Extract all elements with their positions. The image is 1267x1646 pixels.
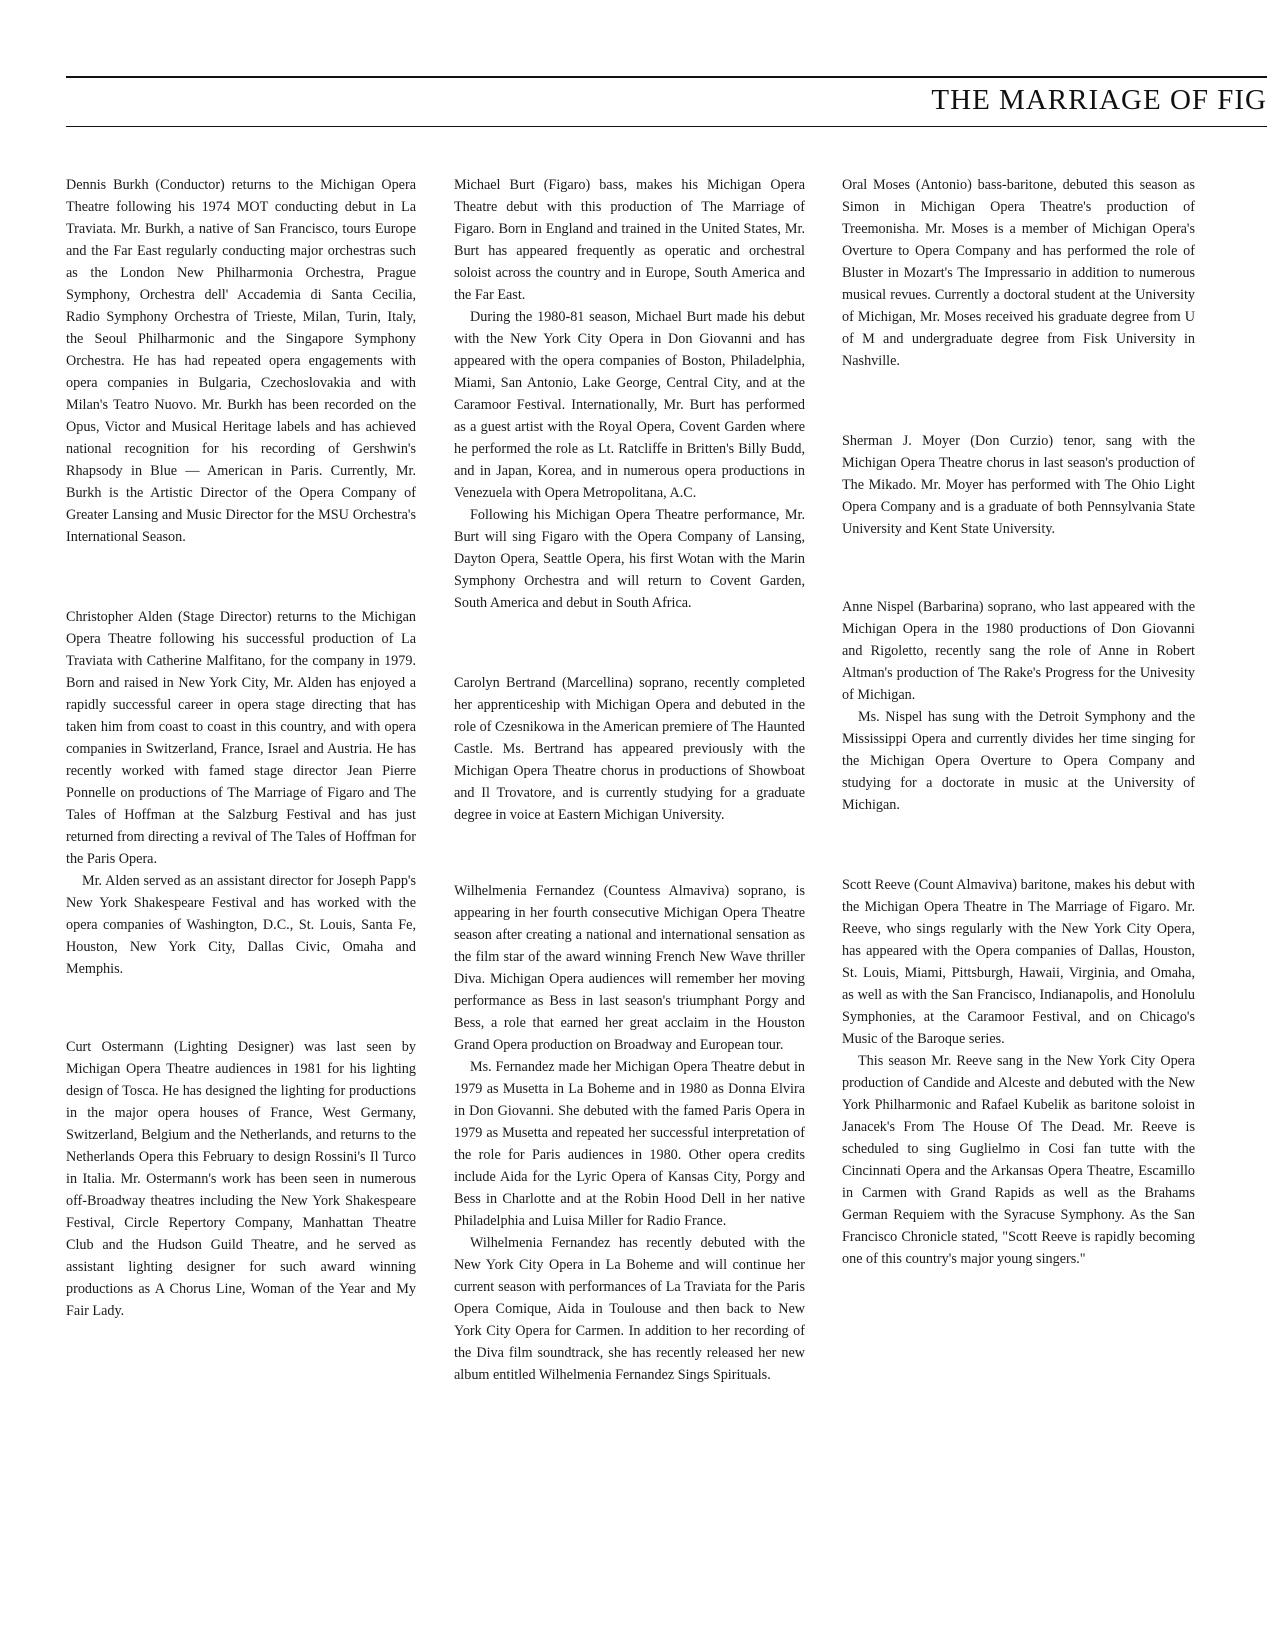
bio-paragraph: Oral Moses (Antonio) bass-baritone, debuted this season as Simon in Michigan Opera Theatre's production of Treemonisha. Mr. Moses is a member of Michigan Opera's Overture to Opera Company and has performed the role of Bluster in Mozart's The Impressario in addition to numerous musical revues. Currently a doctoral student at the University of Michigan, Mr. Moses received his graduate degree from U of M and undergraduate degree from Fisk University in Nashville. (842, 177, 1195, 369)
bio-paragraph: Following his Michigan Opera Theatre performance, Mr. Burt will sing Figaro with the Opera Company of Lansing, Dayton Opera, Seattle Opera, his first Wotan with the Marin Symphony Orchestra and will return to Covent Garden, South America and debut in South Africa. (454, 507, 805, 611)
bio-michael-burt (454, 174, 805, 614)
column-1 (66, 174, 416, 1322)
bio-carolyn-bertrand (454, 672, 805, 826)
bio-paragraph: Ms. Nispel has sung with the Detroit Symphony and the Mississippi Opera and currently divides her time singing for the Michigan Opera Overture to Opera Company and studying for a doctorate in music at the University of Michigan. (842, 709, 1195, 813)
bio-curt-ostermann (66, 1036, 416, 1322)
bio-dennis-burkh (66, 174, 416, 548)
bio-paragraph: Scott Reeve (Count Almaviva) baritone, makes his debut with the Michigan Opera Theatre in The Marriage of Figaro. Mr. Reeve, who sings regularly with the New York City Opera, has appeared with the Opera companies of Dallas, Houston, St. Louis, Miami, Pittsburgh, Hawaii, Virginia, and Omaha, as well as with the San Francisco, Indianapolis, and Honolulu Symphonies, at the Caramoor Festival, and on Chicago's Music of the Baroque series. (842, 877, 1195, 1047)
column-2 (454, 174, 805, 1386)
bio-paragraph: Wilhelmenia Fernandez has recently debuted with the New York City Opera in La Boheme and will continue her current season with performances of La Traviata for the Paris Opera Comique, Aida in Toulouse and then back to New York City Opera for Carmen. In addition to her recording of the Diva film soundtrack, she has recently released her new album entitled Wilhelmenia Fernandez Sings Spirituals. (454, 1235, 805, 1383)
bio-paragraph: Michael Burt (Figaro) bass, makes his Michigan Opera Theatre debut with this production of The Marriage of Figaro. Born in England and trained in the United States, Mr. Burt has appeared frequently as operatic and orchestral soloist across the country and in Europe, South America and the Far East. (454, 177, 805, 303)
page-title: THE MARRIAGE OF FIG (931, 84, 1267, 116)
bio-paragraph: Christopher Alden (Stage Director) returns to the Michigan Opera Theatre following his successful production of La Traviata with Catherine Malfitano, for the company in 1979. Born and raised in New York City, Mr. Alden has enjoyed a rapidly successful career in opera stage directing that has taken him from coast to coast in this country, and with opera companies in Switzerland, France, Israel and Austria. He has recently worked with famed stage director Jean Pierre Ponnelle on productions of The Marriage of Figaro and The Tales of Hoffman at the Salzburg Festival and has just returned from directing a revival of The Tales of Hoffman for the Paris Opera. (66, 609, 416, 867)
bio-paragraph: Sherman J. Moyer (Don Curzio) tenor, sang with the Michigan Opera Theatre chorus in last season's production of The Mikado. Mr. Moyer has performed with The Ohio Light Opera Company and is a graduate of both Pennsylvania State University and Kent State University. (842, 433, 1195, 537)
bio-paragraph: Dennis Burkh (Conductor) returns to the Michigan Opera Theatre following his 1974 MOT conducting debut in La Traviata. Mr. Burkh, a native of San Francisco, tours Europe and the Far East regularly conducting major orchestras such as the London New Philharmonia Orchestra, Prague Symphony, Orchestra dell' Accademia di Santa Cecilia, Radio Symphony Orchestra of Trieste, Milan, Turin, Italy, the Seoul Philharmonic and the Singapore Symphony Orchestra. He has had repeated opera engagements with opera companies in Bulgaria, Czechoslovakia and with Milan's Teatro Nuovo. Mr. Burkh has been recorded on the Opus, Victor and Musical Heritage labels and has achieved national recognition for his recording of Gershwin's Rhapsody in Blue — American in Paris. Currently, Mr. Burkh is the Artistic Director of the Opera Company of Greater Lansing and Music Director for the MSU Orchestra's International Season. (66, 177, 416, 545)
bio-anne-nispel (842, 596, 1195, 816)
bio-paragraph: Anne Nispel (Barbarina) soprano, who last appeared with the Michigan Opera in the 1980 productions of Don Giovanni and Rigoletto, recently sang the role of Anne in Robert Altman's production of The Rake's Progress for the Univesity of Michigan. (842, 599, 1195, 703)
bio-paragraph: Carolyn Bertrand (Marcellina) soprano, recently completed her apprenticeship with Michigan Opera and debuted in the role of Czesnikowa in the American premiere of The Haunted Castle. Ms. Bertrand has appeared previously with the Michigan Opera Theatre chorus in productions of Showboat and Il Trovatore, and is currently studying for a graduate degree in voice at Eastern Michigan University. (454, 675, 805, 823)
column-3 (842, 174, 1195, 1270)
bio-paragraph: Curt Ostermann (Lighting Designer) was last seen by Michigan Opera Theatre audiences in 1981 for his lighting design of Tosca. He has designed the lighting for productions in the major opera houses of France, West Germany, Switzerland, Belgium and the Netherlands, and returns to the Netherlands Opera this February to design Rossini's Il Turco in Italia. Mr. Ostermann's work has been seen in numerous off-Broadway theatres including the New York Shakespeare Festival, Circle Repertory Company, Manhattan Theatre Club and the Hudson Guild Theatre, and he served as assistant lighting designer for such award winning productions as A Chorus Line, Woman of the Year and My Fair Lady. (66, 1039, 416, 1319)
bio-wilhelmenia-fernandez (454, 880, 805, 1386)
bio-paragraph: Mr. Alden served as an assistant director for Joseph Papp's New York Shakespeare Festival and has worked with the opera companies of Washington, D.C., St. Louis, Santa Fe, Houston, New York City, Dallas Civic, Omaha and Memphis. (66, 873, 416, 977)
bio-christopher-alden (66, 606, 416, 980)
header-top-rule (66, 76, 1267, 78)
bio-paragraph: During the 1980-81 season, Michael Burt made his debut with the New York City Opera in Don Giovanni and has appeared with the opera companies of Boston, Philadelphia, Miami, San Antonio, Lake George, Central City, and at the Caramoor Festival. Internationally, Mr. Burt has performed as a guest artist with the Royal Opera, Covent Garden where he performed the role as Lt. Ratcliffe in Britten's Billy Budd, and in Japan, Korea, and in numerous opera productions in Venezuela with Opera Metropolitana, A.C. (454, 309, 805, 501)
bio-paragraph: Wilhelmenia Fernandez (Countess Almaviva) soprano, is appearing in her fourth consecutive Michigan Opera Theatre season after creating a national and international sensation as the film star of the award winning French New Wave thriller Diva. Michigan Opera audiences will remember her moving performance as Bess in last season's triumphant Porgy and Bess, a role that earned her great acclaim in the Houston Grand Opera production on Broadway and European tour. (454, 883, 805, 1053)
header-bottom-rule (66, 126, 1267, 127)
bio-paragraph: This season Mr. Reeve sang in the New York City Opera production of Candide and Alceste and debuted with the New York Philharmonic and Rafael Kubelik as baritone soloist in Janacek's From The House Of The Dead. Mr. Reeve is scheduled to sing Guglielmo in Cosi fan tutte with the Cincinnati Opera and the Arkansas Opera Theatre, Escamillo in Carmen with Grand Rapids as well as the Brahams German Requiem with the Syracuse Symphony. As the San Francisco Chronicle stated, "Scott Reeve is rapidly becoming one of this country's major young singers." (842, 1053, 1195, 1267)
bio-sherman-moyer (842, 430, 1195, 540)
bio-scott-reeve (842, 874, 1195, 1270)
bio-paragraph: Ms. Fernandez made her Michigan Opera Theatre debut in 1979 as Musetta in La Boheme and in 1980 as Donna Elvira in Don Giovanni. She debuted with the famed Paris Opera in 1979 as Musetta and repeated her successful interpretation of the role for Paris audiences in 1980. Other opera credits include Aida for the Lyric Opera of Kansas City, Porgy and Bess in Charlotte and at the Robin Hood Dell in her native Philadelphia and Luisa Miller for Radio France. (454, 1059, 805, 1229)
bio-oral-moses (842, 174, 1195, 372)
